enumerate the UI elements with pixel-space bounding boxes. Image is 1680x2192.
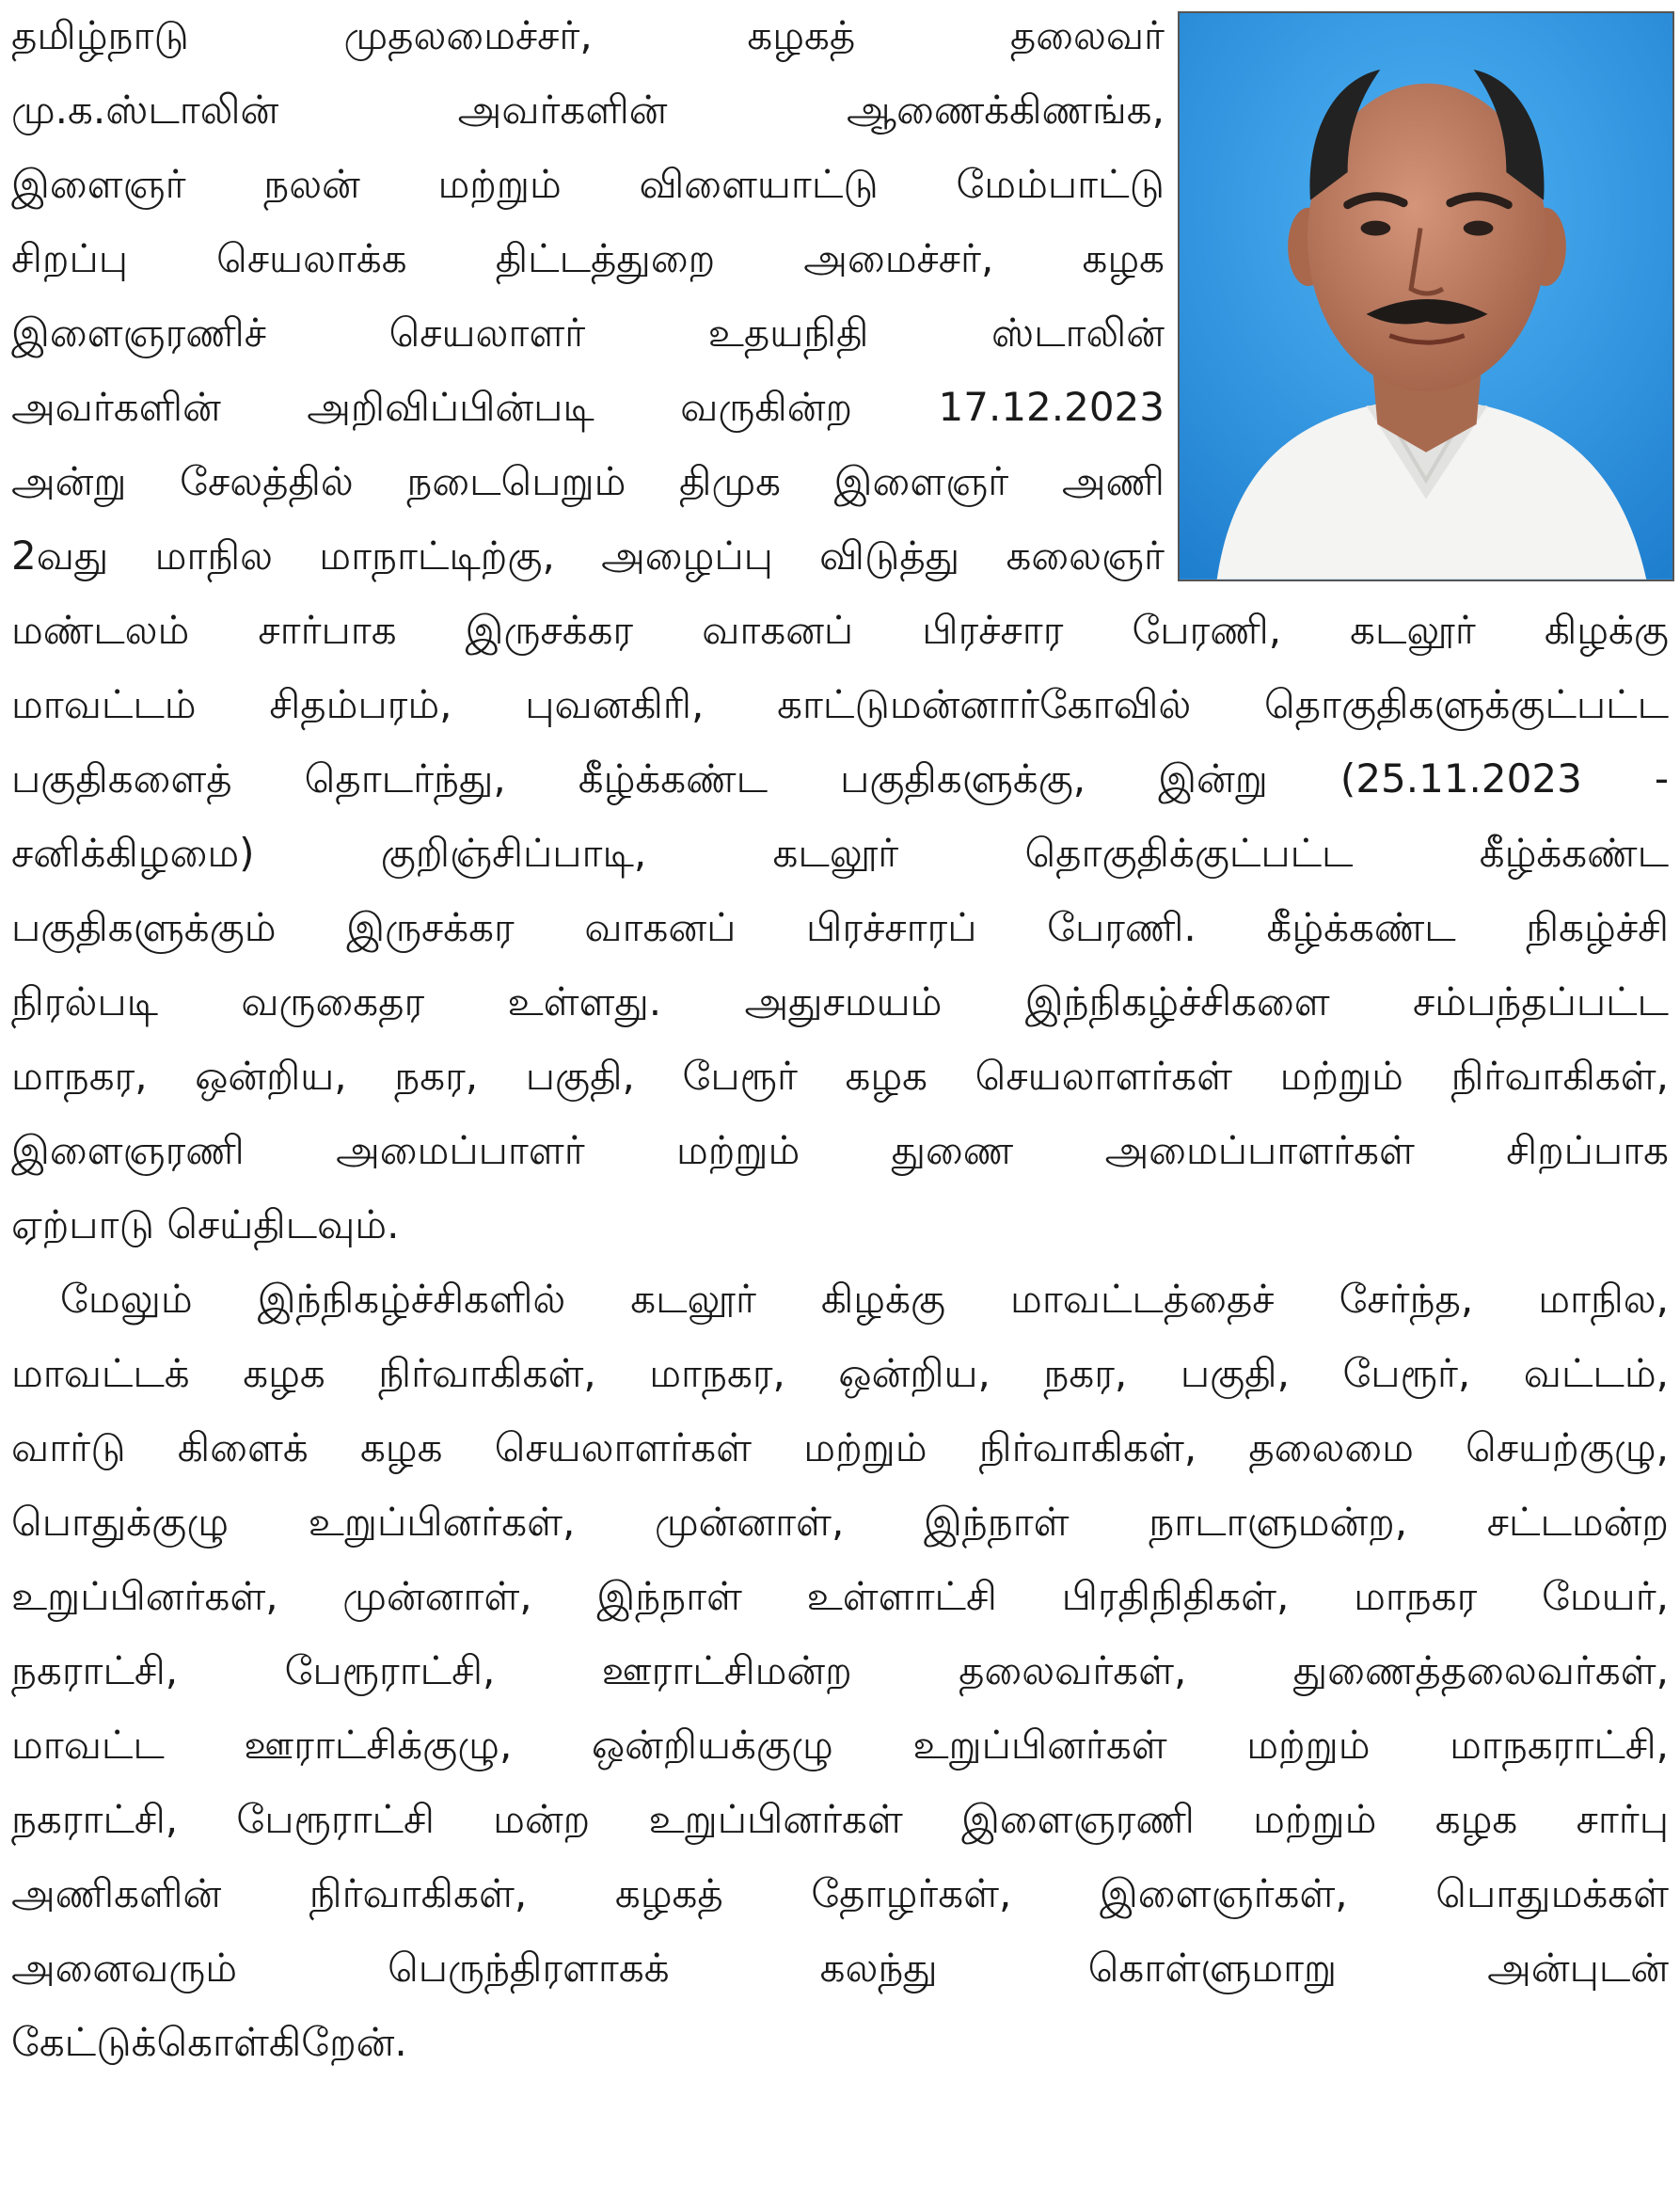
- body-text-line-3: இளைஞர் நலன் மற்றும் விளையாட்டு மேம்பாட்டு: [11, 161, 1165, 207]
- body-text-line-26: அணிகளின் நிர்வாகிகள், கழகத் தோழர்கள், இளைஞர்கள், பொதுமக்கள்: [11, 1870, 1669, 1916]
- body-text-line-11: பகுதிகளைத் தொடர்ந்து, கீழ்க்கண்ட பகுதிகளுக்கு, இன்று (25.11.2023 -: [11, 755, 1669, 802]
- body-text-line-20: வார்டு கிளைக் கழக செயலாளர்கள் மற்றும் நிர்வாகிகள், தலைமை செயற்குழு,: [11, 1424, 1669, 1470]
- body-text-line-2: மு.க.ஸ்டாலின் அவர்களின் ஆணைக்கிணங்க,: [11, 87, 1165, 133]
- body-text-line-23: நகராட்சி, பேரூராட்சி, ஊராட்சிமன்ற தலைவர்கள், துணைத்தலைவர்கள்,: [11, 1647, 1669, 1693]
- portrait-photo: [1178, 11, 1674, 581]
- body-text-line-9: மண்டலம் சார்பாக இருசக்கர வாகனப் பிரச்சார பேரணி, கடலூர் கிழக்கு: [11, 607, 1669, 653]
- body-text-line-1: தமிழ்நாடு முதலமைச்சர், கழகத் தலைவர்: [11, 12, 1165, 58]
- body-text-line-16: இளைஞரணி அமைப்பாளர் மற்றும் துணை அமைப்பாளர்கள் சிறப்பாக: [11, 1127, 1669, 1173]
- body-text-line-7: அன்று சேலத்தில் நடைபெறும் திமுக இளைஞர் அணி: [11, 458, 1165, 504]
- body-text-line-6: அவர்களின் அறிவிப்பின்படி வருகின்ற 17.12.2023: [11, 384, 1165, 430]
- body-text-line-12: சனிக்கிழமை) குறிஞ்சிப்பாடி, கடலூர் தொகுதிக்குட்பட்ட கீழ்க்கண்ட: [11, 830, 1669, 876]
- body-text-line-8: 2வது மாநில மாநாட்டிற்கு, அழைப்பு விடுத்து கலைஞர்: [11, 532, 1165, 579]
- body-text-line-13: பகுதிகளுக்கும் இருசக்கர வாகனப் பிரச்சாரப் பேரணி. கீழ்க்கண்ட நிகழ்ச்சி: [11, 904, 1669, 950]
- body-text-line-14: நிரல்படி வருகைதர உள்ளது. அதுசமயம் இந்நிகழ்ச்சிகளை சம்பந்தப்பட்ட: [11, 978, 1669, 1025]
- body-text-line-4: சிறப்பு செயலாக்க திட்டத்துறை அமைச்சர், கழக: [11, 235, 1165, 281]
- body-text-line-28: கேட்டுக்கொள்கிறேன்.: [11, 2019, 407, 2065]
- body-text-line-27: அனைவரும் பெருந்திரளாகக் கலந்து கொள்ளுமாறு அன்புடன்: [11, 1945, 1669, 1991]
- body-text-line-15: மாநகர, ஒன்றிய, நகர, பகுதி, பேரூர் கழக செயலாளர்கள் மற்றும் நிர்வாகிகள்,: [11, 1053, 1669, 1099]
- body-text-line-22: உறுப்பினர்கள், முன்னாள், இந்நாள் உள்ளாட்சி பிரதிநிதிகள், மாநகர மேயர்,: [11, 1573, 1669, 1619]
- body-text-line-18: மேலும் இந்நிகழ்ச்சிகளில் கடலூர் கிழக்கு மாவட்டத்தைச் சேர்ந்த, மாநில,: [60, 1276, 1669, 1322]
- body-text-line-19: மாவட்டக் கழக நிர்வாகிகள், மாநகர, ஒன்றிய, நகர, பகுதி, பேரூர், வட்டம்,: [11, 1350, 1669, 1396]
- body-text-line-5: இளைஞரணிச் செயலாளர் உதயநிதி ஸ்டாலின்: [11, 310, 1165, 356]
- body-text-line-25: நகராட்சி, பேரூராட்சி மன்ற உறுப்பினர்கள் இளைஞரணி மற்றும் கழக சார்பு: [11, 1796, 1669, 1842]
- body-text-line-21: பொதுக்குழு உறுப்பினர்கள், முன்னாள், இந்நாள் நாடாளுமன்ற, சட்டமன்ற: [11, 1499, 1669, 1545]
- person-portrait-icon: [1180, 13, 1672, 580]
- body-text-line-24: மாவட்ட ஊராட்சிக்குழு, ஒன்றியக்குழு உறுப்பினர்கள் மற்றும் மாநகராட்சி,: [11, 1722, 1669, 1768]
- body-text-line-17: ஏற்பாடு செய்திடவும்.: [11, 1201, 400, 1247]
- body-text-line-10: மாவட்டம் சிதம்பரம், புவனகிரி, காட்டுமன்னார்கோவில் தொகுதிகளுக்குட்பட்ட: [11, 681, 1669, 727]
